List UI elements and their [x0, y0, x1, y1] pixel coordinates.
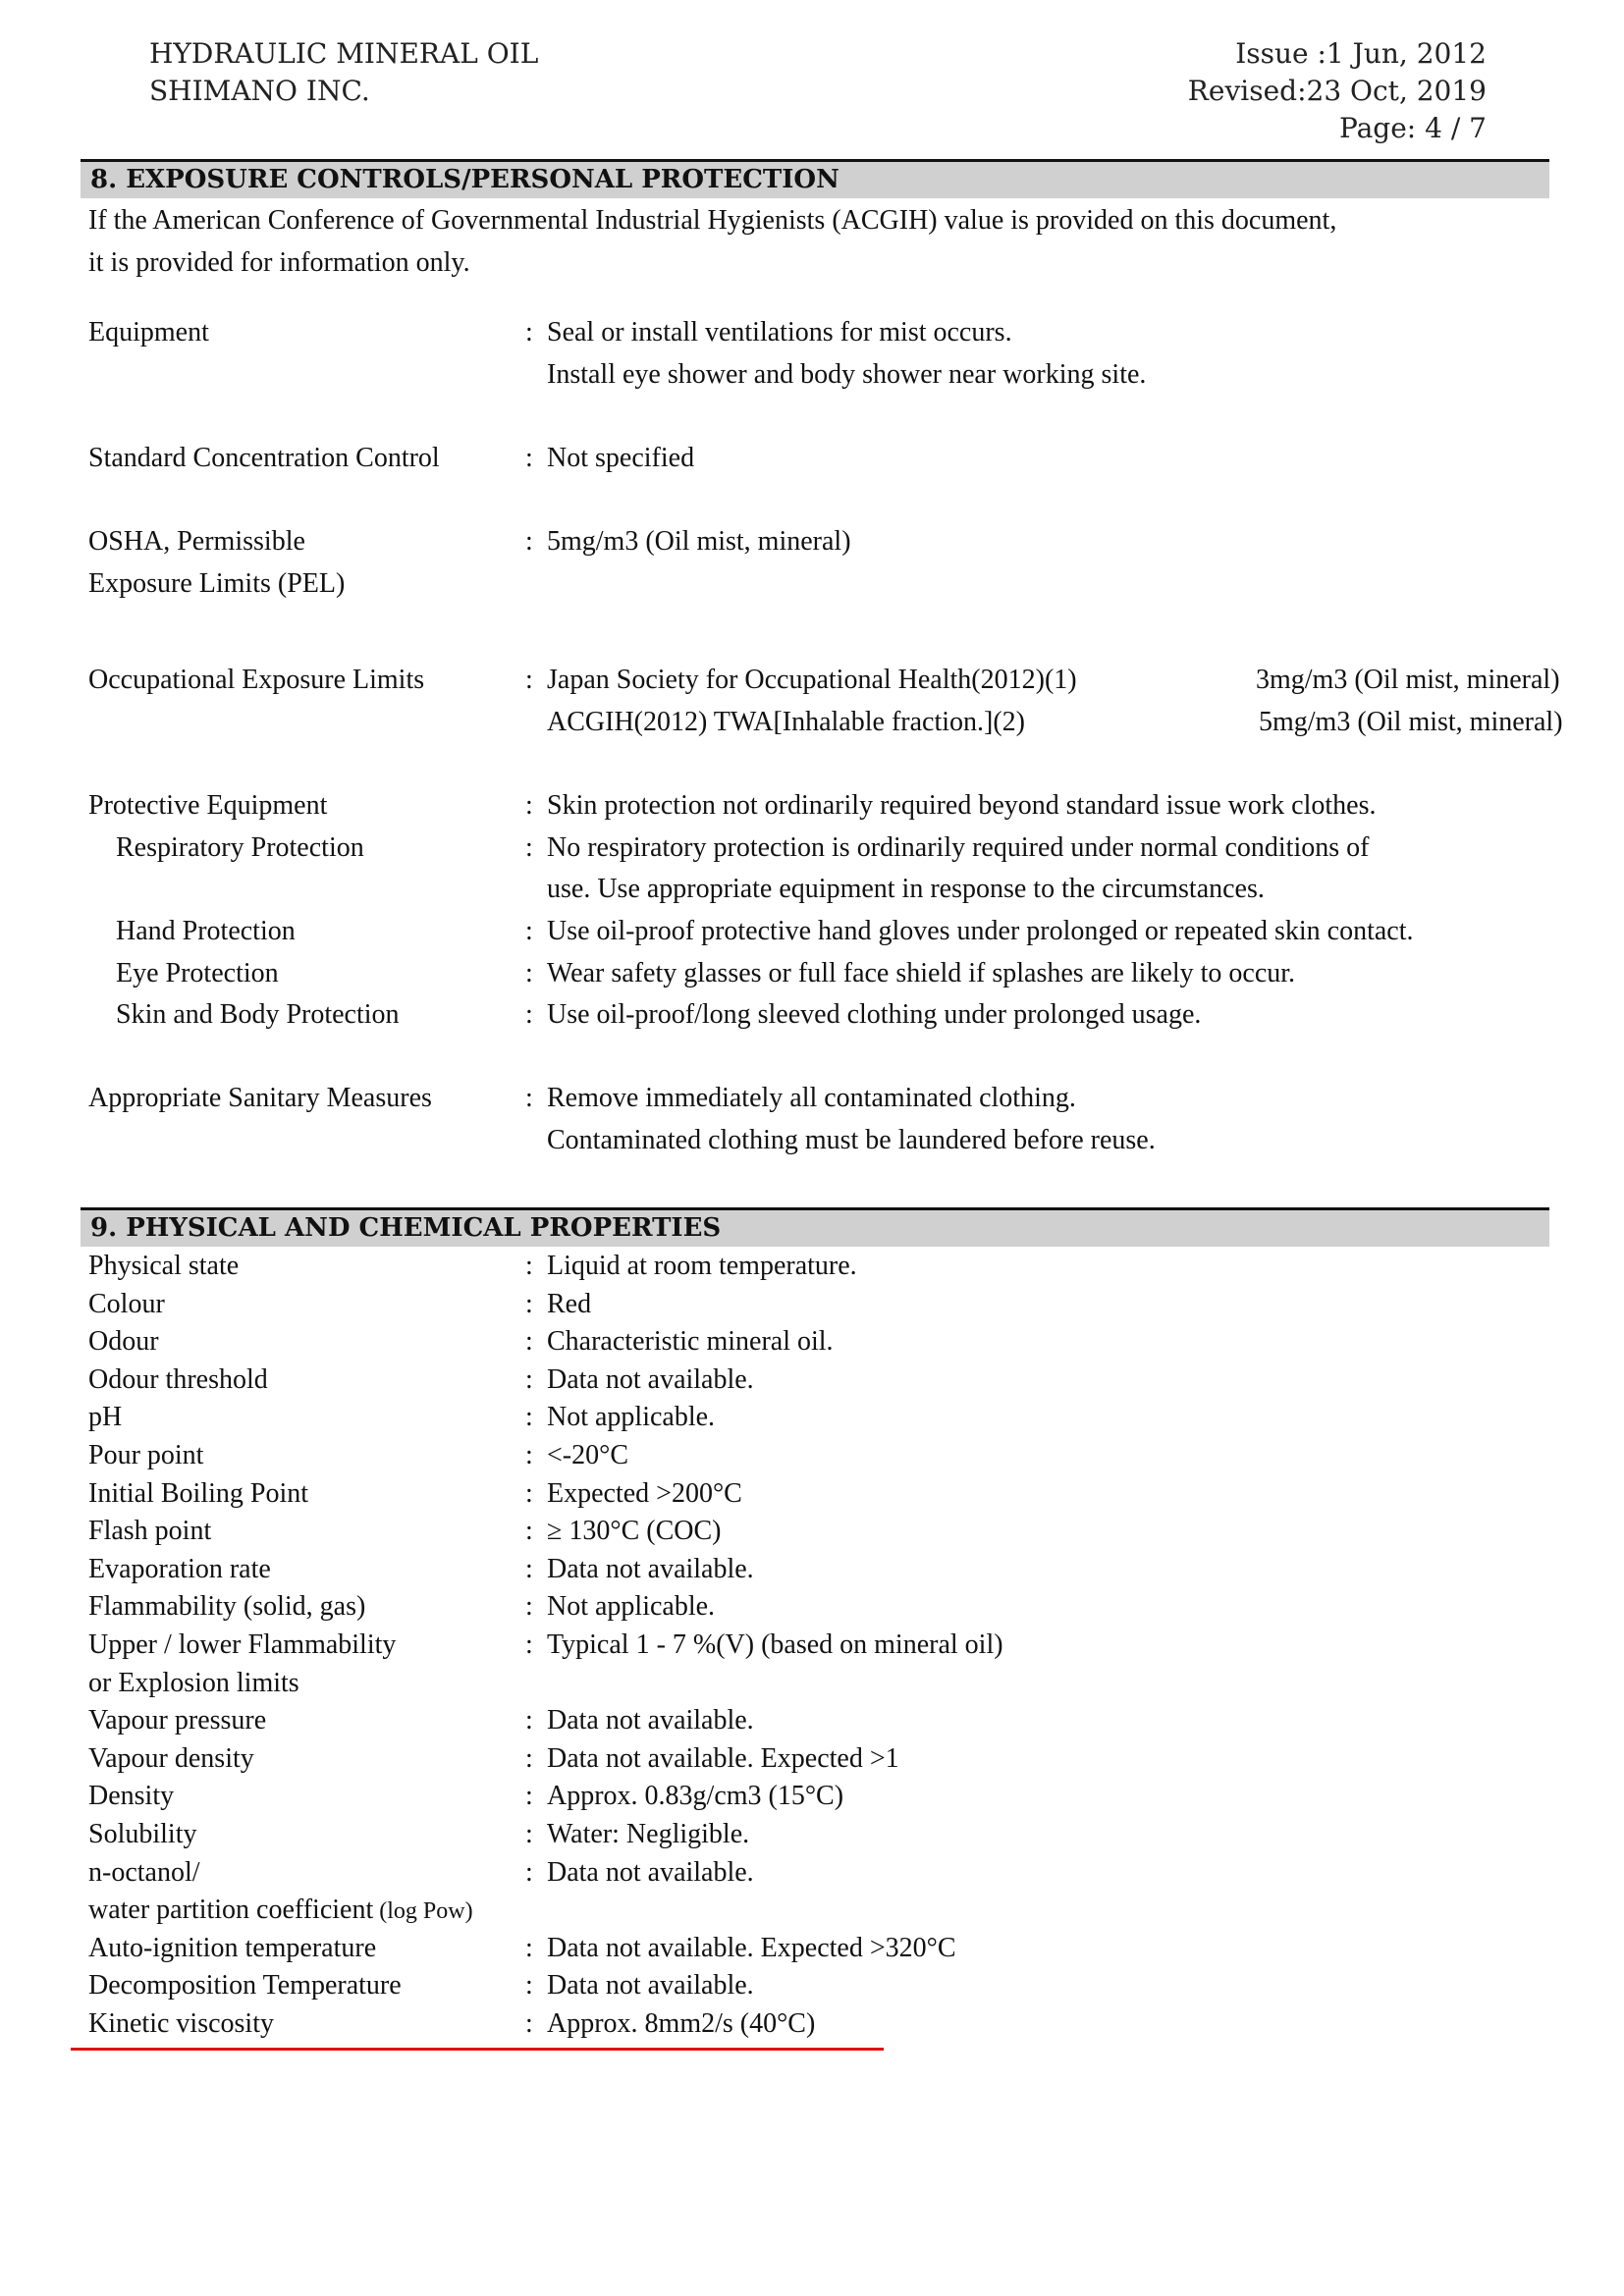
row-value	[547, 660, 1563, 743]
row-value	[547, 953, 1558, 995]
property-value: Data not available. Expected >1	[547, 1742, 899, 1774]
property-row	[88, 1437, 1561, 1475]
property-label	[88, 1437, 550, 1475]
row-value	[547, 911, 1558, 953]
property-row	[88, 1854, 1561, 1930]
section-9-heading: 9. PHYSICAL AND CHEMICAL PROPERTIES	[81, 1207, 1549, 1247]
property-label-line: Density	[88, 1781, 175, 1812]
property-row	[88, 1967, 1561, 2005]
property-value: Not applicable.	[547, 1402, 716, 1433]
row-label: Eye Protection	[116, 957, 279, 988]
product-name: HYDRAULIC MINERAL OIL	[149, 37, 539, 70]
property-value: Water: Negligible.	[547, 1818, 750, 1849]
property-row	[88, 2005, 1561, 2044]
oel-entry	[547, 702, 1563, 744]
value-line: Seal or install ventilations for mist occurs.	[547, 317, 1012, 347]
property-label-line: Upper / lower Flammability	[88, 1629, 397, 1660]
property-colon: :	[525, 1705, 533, 1736]
property-value: Red	[547, 1288, 592, 1319]
property-row	[88, 1362, 1561, 1400]
property-label	[88, 1551, 550, 1589]
value-line: Remove immediately all contaminated clothing.	[547, 1083, 1076, 1113]
property-colon: :	[525, 1477, 533, 1509]
property-row	[88, 1551, 1561, 1589]
value-line: Use oil-proof protective hand gloves under prolonged or repeated skin contact.	[547, 916, 1414, 946]
row-colon: :	[525, 790, 533, 821]
property-label-note: (log Pow)	[373, 1898, 473, 1925]
label-line: Exposure Limits (PEL)	[88, 567, 346, 599]
property-row	[88, 1702, 1561, 1740]
property-label-line: Initial Boiling Point	[88, 1477, 309, 1509]
property-label-line: pH	[88, 1402, 123, 1433]
intro-line: If the American Conference of Governmental Industrial Hygienists (ACGIH) value is provided on this document,	[88, 205, 1337, 236]
oel-amount: 3mg/m3 (Oil mist, mineral)	[1256, 665, 1560, 695]
property-label	[88, 2005, 550, 2044]
oel-entry	[547, 660, 1558, 702]
row-label: Appropriate Sanitary Measures	[88, 1083, 432, 1113]
value-line: Install eye shower and body shower near working site.	[547, 358, 1147, 390]
property-label-line	[88, 1892, 550, 1931]
property-label	[88, 1930, 550, 1968]
property-label-line: Auto-ignition temperature	[88, 1932, 377, 1963]
row-label: Occupational Exposure Limits	[88, 665, 425, 695]
property-colon: :	[525, 1516, 533, 1547]
property-label-line: Vapour density	[88, 1742, 254, 1774]
document-header-left	[149, 35, 538, 110]
property-value: Data not available.	[547, 1363, 754, 1395]
property-row	[88, 1513, 1561, 1551]
property-label	[88, 1588, 550, 1627]
property-label	[88, 1475, 550, 1514]
row-colon: :	[525, 831, 533, 863]
property-label-text: water partition coefficient	[88, 1895, 374, 1926]
row-label: Equipment	[88, 317, 209, 347]
property-row	[88, 1778, 1561, 1816]
property-value: Data not available.	[547, 1856, 754, 1888]
row-colon: :	[525, 526, 533, 557]
row-label: Skin and Body Protection	[116, 999, 400, 1030]
row-value	[547, 521, 1558, 563]
property-row	[88, 1323, 1561, 1362]
property-colon: :	[525, 1629, 533, 1660]
property-value: Approx. 0.83g/cm3 (15°C)	[547, 1781, 844, 1812]
value-line: Use oil-proof/long sleeved clothing under prolonged usage.	[547, 999, 1202, 1030]
property-colon: :	[525, 1932, 533, 1963]
property-label	[88, 1513, 550, 1551]
property-label-line: Odour threshold	[88, 1363, 268, 1395]
property-label-line	[88, 1665, 550, 1703]
property-colon: :	[525, 1402, 533, 1433]
property-label-line: Decomposition Temperature	[88, 1970, 402, 2002]
property-label-line: Odour	[88, 1326, 159, 1358]
section-8-intro	[88, 200, 1542, 284]
property-value: Data not available.	[547, 1970, 754, 2002]
property-row	[88, 1740, 1561, 1779]
property-colon: :	[525, 1553, 533, 1584]
page-number: Page: 4 / 7	[1339, 112, 1487, 144]
property-value: ≥ 130°C (COC)	[547, 1516, 722, 1547]
property-value: Data not available. Expected >320°C	[547, 1932, 956, 1963]
property-colon: :	[525, 1781, 533, 1812]
value-line: Skin protection not ordinarily required beyond standard issue work clothes.	[547, 790, 1377, 821]
intro-line: it is provided for information only.	[88, 246, 470, 278]
value-line: use. Use appropriate equipment in response to the circumstances.	[547, 874, 1265, 904]
property-row	[88, 1930, 1561, 1968]
value-line: Contaminated clothing must be laundered before reuse.	[547, 1124, 1156, 1155]
value-line: Wear safety glasses or full face shield if splashes are likely to occur.	[547, 957, 1296, 988]
property-label	[88, 1362, 550, 1400]
row-label: Hand Protection	[116, 916, 296, 946]
property-colon: :	[525, 1251, 533, 1281]
property-label	[88, 1286, 550, 1324]
oel-source: ACGIH(2012) TWA[Inhalable fraction.](2)	[547, 706, 1025, 737]
row-colon: :	[525, 957, 533, 988]
row-value	[547, 994, 1558, 1037]
property-label	[88, 1399, 550, 1437]
section-8-heading: 8. EXPOSURE CONTROLS/PERSONAL PROTECTION	[81, 159, 1549, 198]
property-colon: :	[525, 1439, 533, 1470]
property-label-line: n-octanol/	[88, 1856, 200, 1888]
property-label-line: Physical state	[88, 1251, 240, 1281]
property-label-line: Evaporation rate	[88, 1553, 271, 1584]
property-row	[88, 1248, 1561, 1286]
property-label-line: Vapour pressure	[88, 1705, 267, 1736]
property-value: Characteristic mineral oil.	[547, 1326, 834, 1358]
property-label	[88, 1854, 550, 1931]
property-colon: :	[525, 1363, 533, 1395]
property-value: Liquid at room temperature.	[547, 1251, 857, 1281]
document-header-right	[1188, 35, 1487, 147]
row-colon: :	[525, 443, 533, 473]
property-colon: :	[525, 2007, 533, 2039]
property-label	[88, 1816, 550, 1854]
row-colon: :	[525, 1083, 533, 1113]
property-label-line: Flammability (solid, gas)	[88, 1591, 366, 1623]
row-label	[88, 521, 511, 605]
company-name: SHIMANO INC.	[149, 75, 370, 107]
properties-list	[88, 1248, 1561, 2043]
property-colon: :	[525, 1326, 533, 1358]
property-row	[88, 1286, 1561, 1324]
property-value: Typical 1 - 7 %(V) (based on mineral oil)	[547, 1629, 1003, 1660]
property-colon: :	[525, 1288, 533, 1319]
property-colon: :	[525, 1591, 533, 1623]
property-value: Data not available.	[547, 1705, 754, 1736]
property-value: <-20°C	[547, 1439, 628, 1470]
property-row	[88, 1627, 1561, 1702]
row-colon: :	[525, 916, 533, 946]
property-label	[88, 1778, 550, 1816]
row-label: Respiratory Protection	[116, 831, 364, 863]
property-label	[88, 1248, 550, 1286]
property-colon: :	[525, 1818, 533, 1849]
property-label	[88, 1323, 550, 1362]
property-label	[88, 1967, 550, 2005]
property-row	[88, 1399, 1561, 1437]
property-label-line: Kinetic viscosity	[88, 2007, 274, 2039]
value-line: Not specified	[547, 443, 695, 473]
property-label-line: Colour	[88, 1288, 165, 1319]
revised-date: Revised:23 Oct, 2019	[1187, 75, 1487, 107]
oel-source: Japan Society for Occupational Health(2012)(1)	[547, 665, 1077, 695]
property-value: Expected >200°C	[547, 1477, 742, 1509]
property-value: Approx. 8mm2/s (40°C)	[547, 2007, 816, 2039]
property-label	[88, 1702, 550, 1740]
property-row	[88, 1475, 1561, 1514]
property-value: Data not available.	[547, 1553, 754, 1584]
property-row	[88, 1816, 1561, 1854]
row-colon: :	[525, 665, 533, 695]
row-value	[547, 828, 1558, 911]
row-colon: :	[525, 999, 533, 1030]
highlight-underline	[71, 2048, 884, 2051]
row-value	[547, 785, 1558, 828]
row-colon: :	[525, 317, 533, 347]
row-value	[547, 312, 1558, 396]
value-line: 5mg/m3 (Oil mist, mineral)	[547, 526, 851, 557]
row-label: Standard Concentration Control	[88, 443, 440, 473]
property-row	[88, 1588, 1561, 1627]
property-colon: :	[525, 1742, 533, 1774]
row-value	[547, 438, 1558, 480]
property-label	[88, 1740, 550, 1779]
row-value	[547, 1078, 1558, 1161]
property-colon: :	[525, 1856, 533, 1888]
row-label: Protective Equipment	[88, 790, 328, 821]
value-line: No respiratory protection is ordinarily required under normal conditions of	[547, 831, 1370, 863]
property-label-text: or Explosion limits	[88, 1667, 299, 1698]
issue-date: Issue :1 Jun, 2012	[1235, 37, 1487, 70]
oel-amount: 5mg/m3 (Oil mist, mineral)	[1259, 706, 1563, 737]
property-colon: :	[525, 1970, 533, 2002]
property-label-line: Solubility	[88, 1818, 197, 1849]
property-label-line: Pour point	[88, 1439, 204, 1470]
label-line: OSHA, Permissible	[88, 526, 305, 557]
property-value: Not applicable.	[547, 1591, 716, 1623]
property-label	[88, 1627, 550, 1702]
property-label-line: Flash point	[88, 1516, 212, 1547]
